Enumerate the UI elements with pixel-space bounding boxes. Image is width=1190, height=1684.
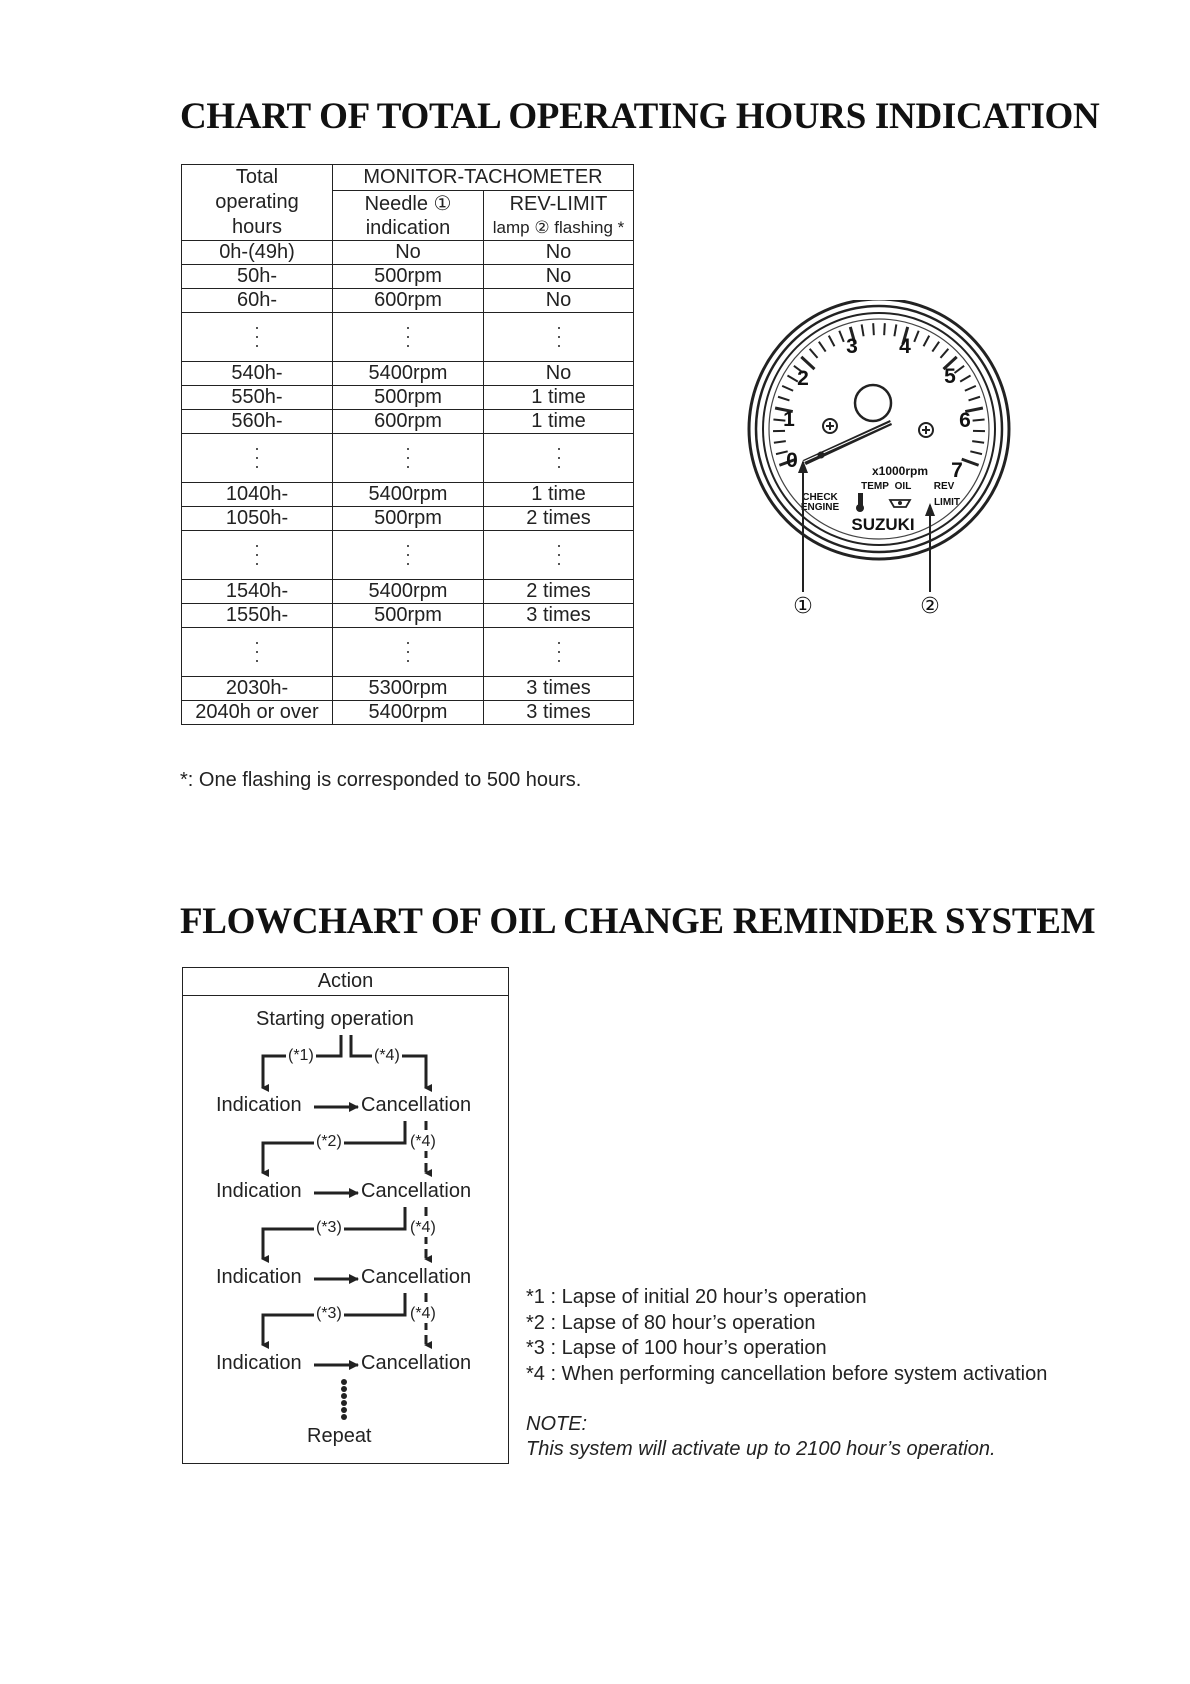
gauge-tick <box>932 342 939 352</box>
flow-indication-2: Indication <box>216 1180 302 1202</box>
table-row: 2030h- 5300rpm 3 times <box>182 677 634 701</box>
gauge-number-1: 1 <box>783 408 795 431</box>
flow-indication-1: Indication <box>216 1094 302 1116</box>
gauge-check-label: CHECK <box>802 492 838 503</box>
gauge-tick <box>954 366 964 373</box>
flow-label-1: (*1) <box>288 1047 314 1064</box>
gauge-limit-label: LIMIT <box>933 497 961 508</box>
gauge-tick <box>970 451 982 454</box>
header-needle-indication: Needle ① indication <box>333 191 484 241</box>
flowchart-arrows <box>183 968 508 1463</box>
gauge-tick <box>774 441 786 443</box>
flow-cancellation-4: Cancellation <box>361 1352 472 1374</box>
flow-label-4: (*4) <box>374 1047 400 1064</box>
flow-cancellation-1: Cancellation <box>361 1094 472 1116</box>
gauge-tick <box>829 336 835 347</box>
gauge-engine-label: ENGINE <box>800 502 840 513</box>
table-row: 50h- 500rpm No <box>182 265 634 289</box>
gauge-tick <box>972 441 984 443</box>
note-text: This system will activate up to 2100 hour’s operation. <box>526 1438 996 1460</box>
gauge-tick <box>778 397 789 401</box>
gauge-tick <box>839 331 843 342</box>
header-monitor-tachometer: MONITOR-TACHOMETER <box>333 165 634 191</box>
callout-1: ① <box>793 594 813 619</box>
note-title: NOTE: <box>526 1413 588 1435</box>
header-total-operating-hours: Total operating hours <box>182 165 333 241</box>
flow-label-2: (*2) <box>316 1133 342 1150</box>
table-row: 0h-(49h) No No <box>182 241 634 265</box>
gauge-tick <box>973 419 985 420</box>
table-row: 60h- 600rpm No <box>182 289 634 313</box>
ellipsis-row <box>182 313 634 362</box>
flow-indication-3: Indication <box>216 1266 302 1288</box>
gauge-brand: SUZUKI <box>851 515 915 534</box>
flow-cancellation-3: Cancellation <box>361 1266 472 1288</box>
gauge-number-3: 3 <box>846 335 858 358</box>
table-row: 1550h- 500rpm 3 times <box>182 604 634 628</box>
note-3: *3 : Lapse of 100 hour’s operation <box>526 1337 827 1359</box>
gauge-tick <box>924 336 930 347</box>
gauge-tick <box>940 349 948 358</box>
note-4: *4 : When performing cancellation before system activation <box>526 1362 1048 1385</box>
gauge-tick <box>965 386 976 391</box>
gauge-tick <box>819 342 826 352</box>
gauge-tick <box>873 323 874 335</box>
table-row: 1040h- 5400rpm 1 time <box>182 483 634 507</box>
gauge-tick <box>810 349 818 358</box>
tachometer-gauge-illustration <box>740 300 1020 630</box>
flow-cancellation-2: Cancellation <box>361 1180 472 1202</box>
flow-repeat: Repeat <box>307 1425 372 1447</box>
ellipsis-row <box>182 434 634 483</box>
note-1: *1 : Lapse of initial 20 hour’s operation <box>526 1286 867 1308</box>
gauge-temp-label: TEMP <box>861 481 889 492</box>
flow-label-4d: (*4) <box>410 1305 436 1322</box>
gauge-number-7: 7 <box>951 459 963 482</box>
flowchart-header: Action <box>183 968 508 996</box>
gauge-unit: x1000rpm <box>871 464 929 478</box>
callout-2: ② <box>920 594 940 619</box>
gauge-tick <box>884 323 885 335</box>
page-title-hours-chart: CHART OF TOTAL OPERATING HOURS INDICATION <box>180 96 1100 137</box>
gauge-tick <box>962 459 979 465</box>
flow-label-3: (*3) <box>316 1219 342 1236</box>
note-2: *2 : Lapse of 80 hour’s operation <box>526 1311 816 1334</box>
gauge-tick <box>960 376 970 382</box>
ellipsis-row <box>182 628 634 677</box>
flow-start: Starting operation <box>256 1008 414 1030</box>
page-title-flowchart: FLOWCHART OF OIL CHANGE REMINDER SYSTEM <box>180 901 1096 942</box>
table-row: 1050h- 500rpm 2 times <box>182 507 634 531</box>
table-row: 1540h- 5400rpm 2 times <box>182 580 634 604</box>
oil-change-flowchart <box>182 967 509 1464</box>
gauge-number-0: 0 <box>786 449 798 472</box>
flowchart-notes <box>526 1285 1047 1387</box>
gauge-number-5: 5 <box>944 365 956 388</box>
flow-indication-4: Indication <box>216 1352 302 1374</box>
table-footnote: *: One flashing is corresponded to 500 hours. <box>180 769 582 791</box>
gauge-number-6: 6 <box>959 409 971 432</box>
gauge-tick <box>914 331 918 342</box>
gauge-tick <box>894 324 896 336</box>
table-row: 560h- 600rpm 1 time <box>182 410 634 434</box>
flow-label-4c: (*4) <box>410 1219 436 1236</box>
table-row: 540h- 5400rpm No <box>182 362 634 386</box>
gauge-rev-label: REV <box>933 481 955 492</box>
gauge-number-2: 2 <box>797 367 809 390</box>
gauge-oil-label: OIL <box>894 481 912 492</box>
gauge-number-4: 4 <box>899 335 911 358</box>
ellipsis-row <box>182 531 634 580</box>
gauge-tick <box>969 397 980 401</box>
gauge-tick <box>862 324 864 336</box>
operating-hours-table <box>181 164 634 725</box>
flow-label-4b: (*4) <box>410 1133 436 1150</box>
gauge-tick <box>782 386 793 391</box>
table-row: 2040h or over 5400rpm 3 times <box>182 701 634 725</box>
header-rev-limit-lamp: REV-LIMIT lamp ② flashing * <box>484 191 634 241</box>
flow-label-3b: (*3) <box>316 1305 342 1322</box>
table-row: 550h- 500rpm 1 time <box>182 386 634 410</box>
